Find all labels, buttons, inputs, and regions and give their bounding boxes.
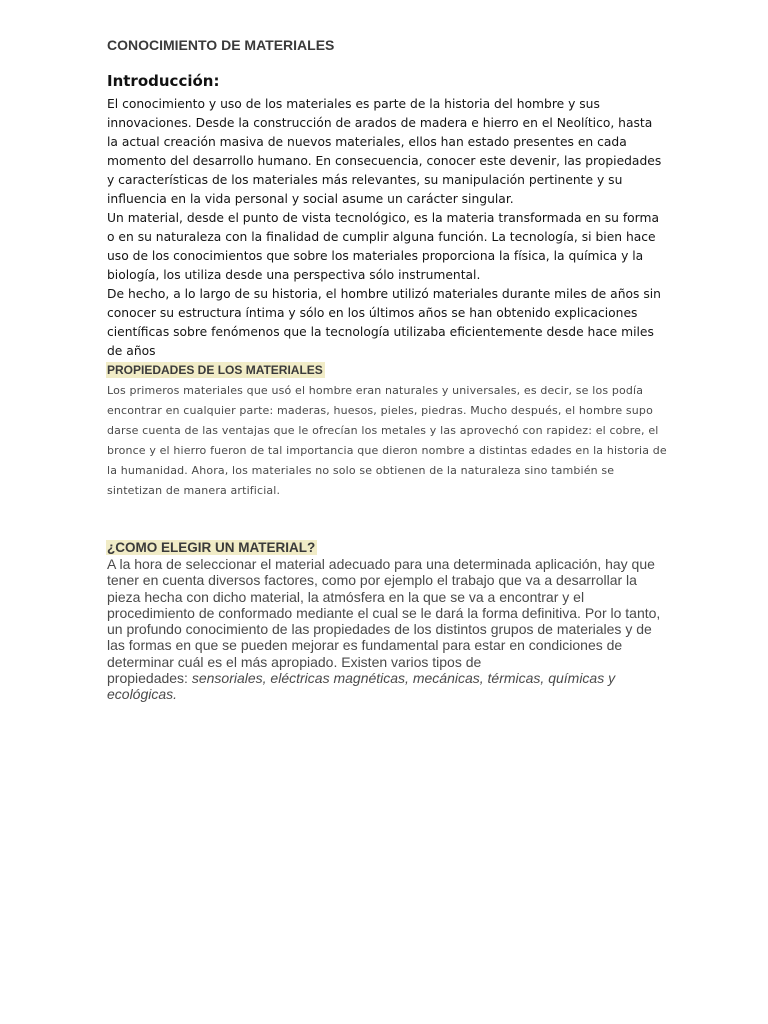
properties-body [107,381,672,501]
introduction-heading: Introducción: [107,72,220,90]
choosing-paragraph [107,556,667,703]
choosing-heading: ¿COMO ELEGIR UN MATERIAL? [107,540,316,555]
properties-heading: PROPIEDADES DE LOS MATERIALES [107,363,323,377]
choosing-body [107,556,667,703]
introduction-body [107,95,667,361]
intro-paragraph: El conocimiento y uso de los materiales es parte de la historia del hombre y sus innovaciones. Desde la construcción de arados de madera e hierro en el Neolítico, hasta la actual creación masiva de nuevos materiales, ellos han estado presentes en cada momento del desarrollo humano. En consecuencia, conocer este devenir, las propiedades y características de los materiales más relevantes, su manipulación pertinente y su influencia en la vida personal y social asume un carácter singular. [107,97,662,206]
property-types-prefix: propiedades: [107,670,192,687]
choosing-text: A la hora de seleccionar el material adecuado para una determinada aplicación, hay que tener en cuenta diversos factores, como por ejemplo el trabajo que va a desarrollar la pieza hecha con dicho material, la atmósfera en la que se va a encontrar y el procedimiento de conformado mediante el cual se le dará la forma definitiva. Por lo tanto, un profundo conocimiento de las propiedades de los distintos grupos de materiales y de las formas en que se pueden mejorar es fundamental para estar en condiciones de determinar cuál es el más apropiado. Existen varios tipos de [107,556,661,670]
properties-paragraph: Los primeros materiales que usó el hombre eran naturales y universales, es decir, se los podía encontrar en cualquier parte: maderas, huesos, pieles, piedras. Mucho después, el hombre supo darse cuenta de las ventajas que le ofrecían los metales y las aprovechó con rapidez: el cobre, el bronce y el hierro fueron de tal importancia que dieron nombre a distintas edades en la historia de la humanidad. Ahora, los materiales no solo se obtienen de la naturaleza sino también se sintetizan de manera artificial. [107,384,667,497]
intro-paragraph: De hecho, a lo largo de su historia, el hombre utilizó materiales durante miles de años sin conocer su estructura íntima y sólo en los últimos años se han obtenido explicaciones científicas sobre fenómenos que la tecnología utilizaba eficientemente desde hace miles de años [107,287,661,358]
intro-paragraph: Un material, desde el punto de vista tecnológico, es la materia transformada en su forma o en su naturaleza con la finalidad de cumplir alguna función. La tecnología, si bien hace uso de los conocimientos que sobre los materiales proporciona la física, la química y la biología, los utiliza desde una perspectiva sólo instrumental. [107,211,660,282]
property-types-list: sensoriales, eléctricas magnéticas, mecánicas, térmicas, químicas y ecológicas. [107,670,616,703]
document-title: CONOCIMIENTO DE MATERIALES [107,37,335,53]
